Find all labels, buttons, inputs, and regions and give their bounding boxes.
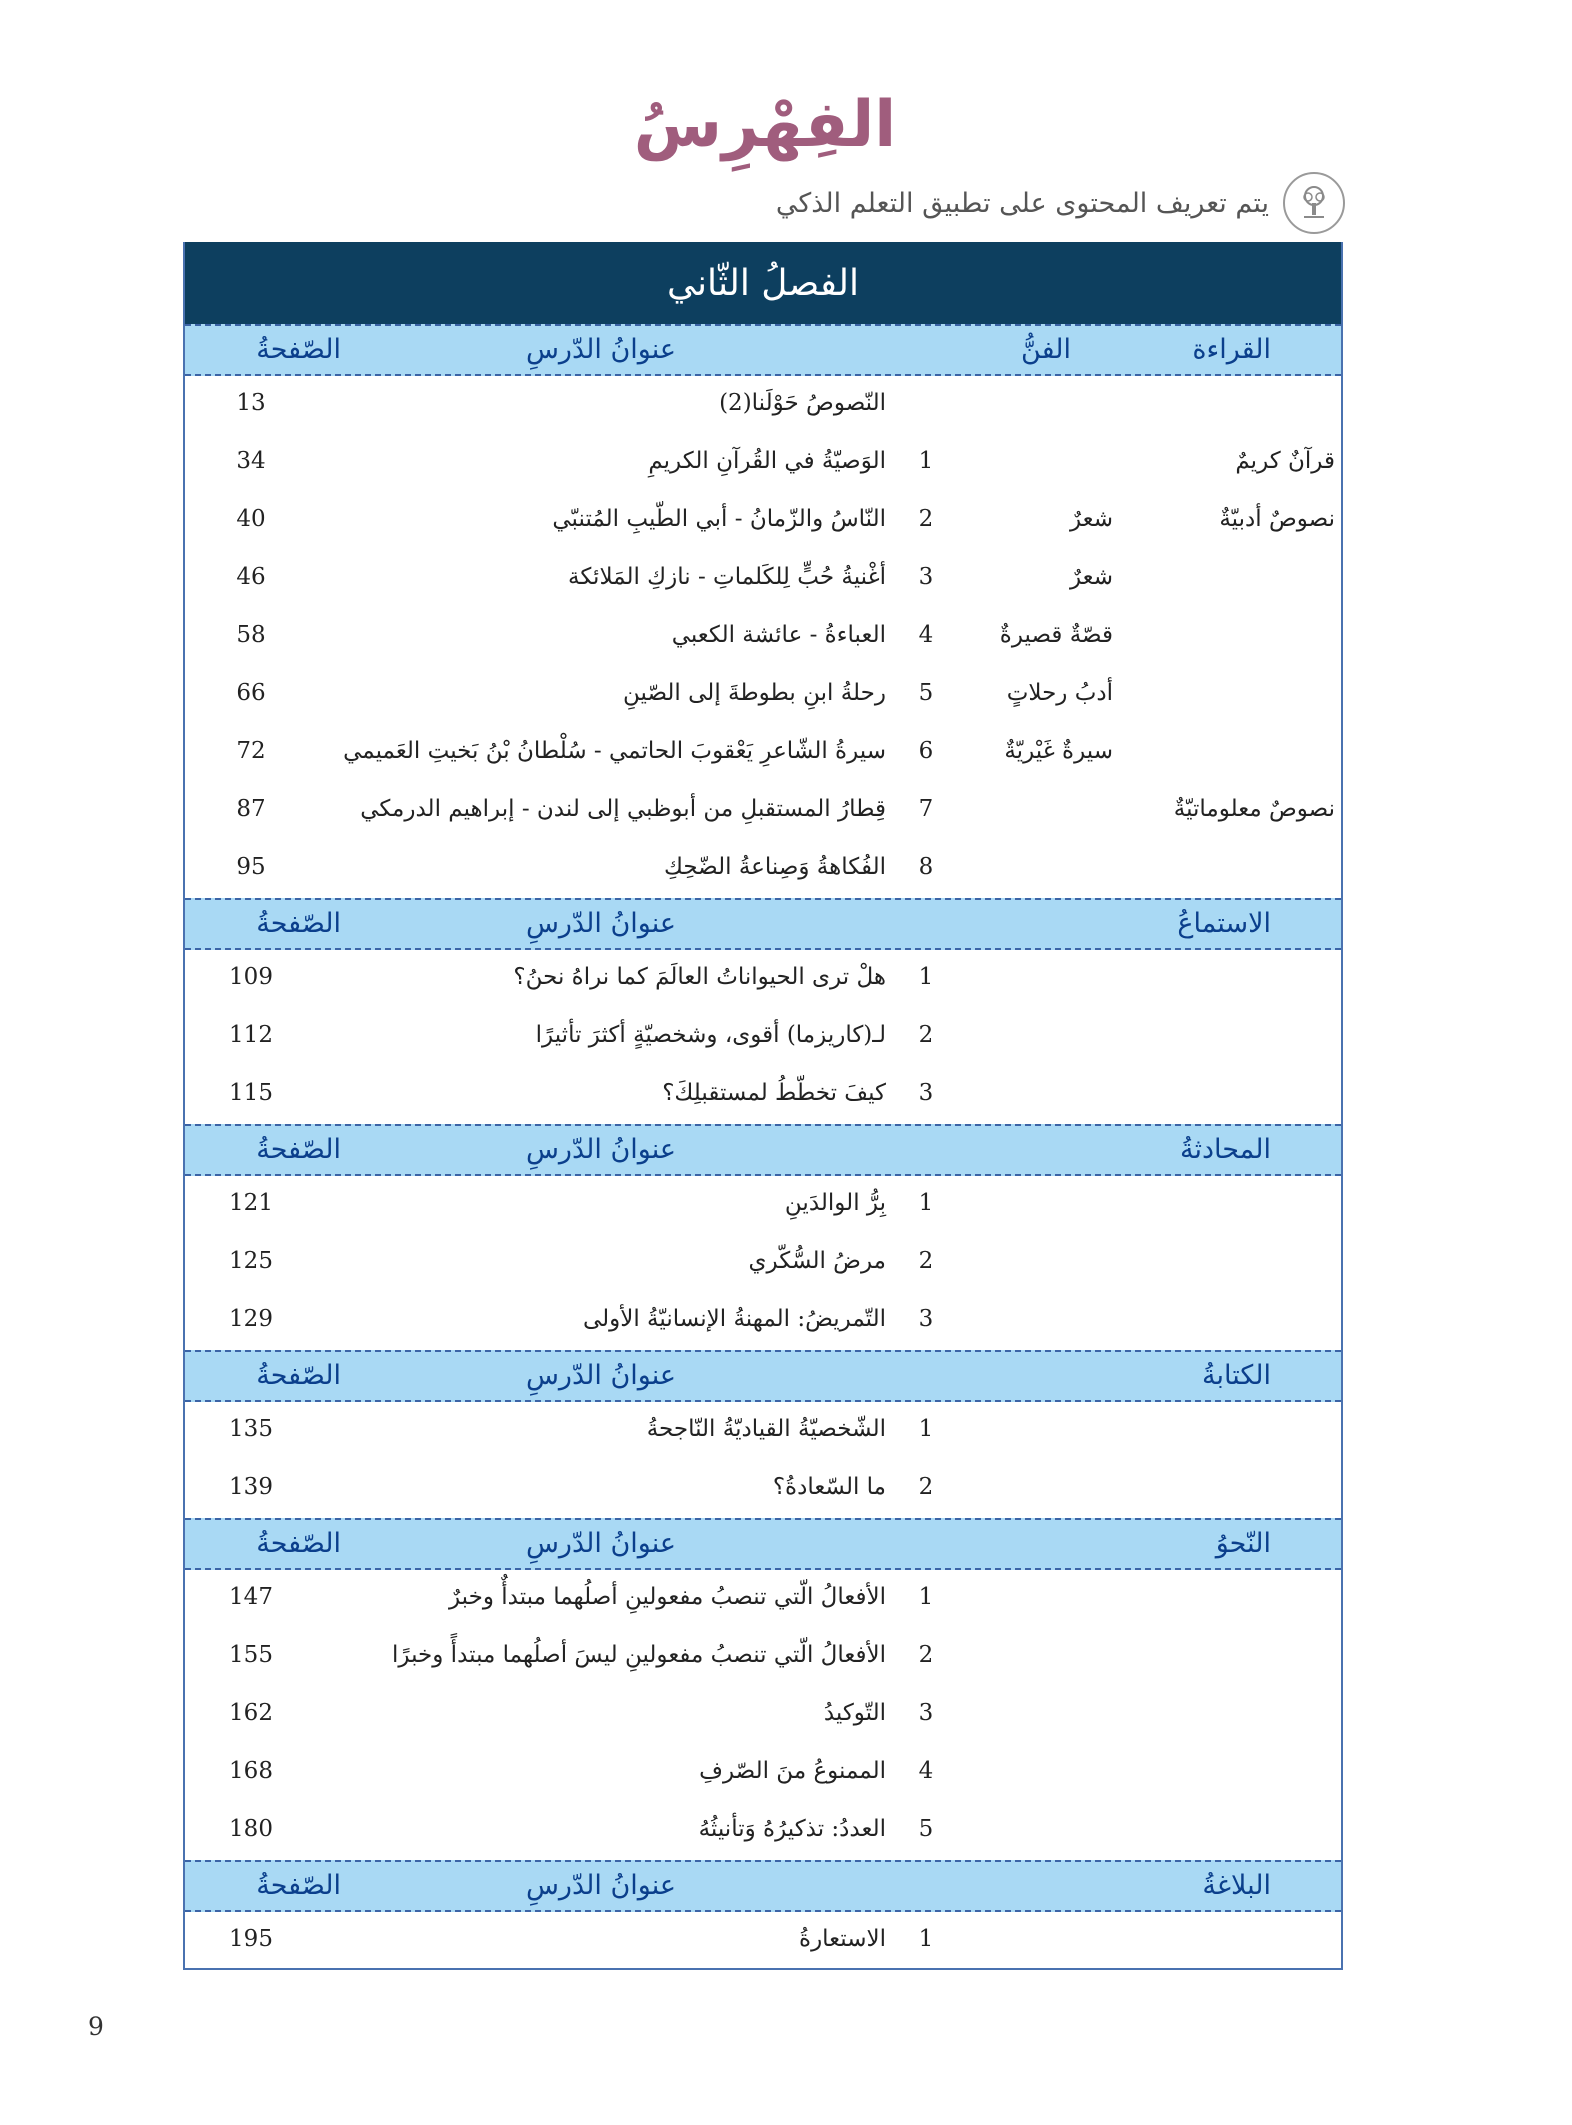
section-header [185, 1518, 1341, 1570]
row-number: 3 [918, 1700, 934, 1726]
row-page-number: 155 [229, 1642, 273, 1668]
row-lesson-title: الوَصيّةُ في القُرآنِ الكريمِ [648, 448, 886, 474]
row-number: 2 [918, 506, 934, 532]
row-lesson-title: كيفَ تخطّطُ لمستقبلِكَ؟ [662, 1080, 886, 1106]
row-category: نصوصٌ أدبيّةٌ [1219, 506, 1335, 532]
art-column-label: الفنُّ [1021, 334, 1071, 365]
section-category-label: المحادثةُ [1179, 1134, 1271, 1165]
table-row [185, 1176, 1341, 1234]
row-page-number: 72 [236, 738, 266, 764]
row-number: 4 [918, 1758, 934, 1784]
lesson-column-label: عنوانُ الدّرسِ [525, 1528, 676, 1559]
section-header [185, 324, 1341, 376]
table-row [185, 840, 1341, 898]
table-row [185, 1066, 1341, 1124]
row-page-number: 139 [229, 1474, 273, 1500]
table-row [185, 376, 1341, 434]
page-column-label: الصّفحةُ [256, 1528, 341, 1559]
chapter-header: الفصلُ الثّاني [185, 242, 1341, 324]
table-row [185, 724, 1341, 782]
row-lesson-title: الاستعارةُ [799, 1926, 886, 1952]
table-of-contents [183, 242, 1343, 1970]
section-category-label: الكتابةُ [1201, 1360, 1271, 1391]
row-number: 6 [918, 738, 934, 764]
subtitle: يتم تعريف المحتوى على تطبيق التعلم الذكي [775, 187, 1269, 219]
table-row [185, 1744, 1341, 1802]
row-page-number: 13 [236, 390, 266, 416]
table-row [185, 1234, 1341, 1292]
row-lesson-title: مرضُ السُّكّري [748, 1248, 886, 1274]
row-page-number: 195 [229, 1926, 273, 1952]
table-row [185, 1912, 1341, 1970]
row-lesson-title: النّصوصُ حَوْلَنا(2) [719, 390, 886, 416]
row-page-number: 46 [236, 564, 266, 590]
row-lesson-title: بِرُّ الوالدَينِ [784, 1190, 886, 1216]
row-lesson-title: النّاسُ والزّمانُ - أبي الطّيبِ المُتنبّي [552, 506, 886, 532]
table-row [185, 1402, 1341, 1460]
lesson-column-label: عنوانُ الدّرسِ [525, 1870, 676, 1901]
row-lesson-title: أغْنيةُ حُبٍّ لِلكَلماتِ - نازكِ المَلائكة [568, 564, 886, 590]
row-page-number: 58 [236, 622, 266, 648]
row-number: 5 [918, 1816, 934, 1842]
lesson-column-label: عنوانُ الدّرسِ [525, 908, 676, 939]
row-number: 3 [918, 564, 934, 590]
table-row [185, 666, 1341, 724]
row-number: 1 [918, 1416, 934, 1442]
table-row [185, 1008, 1341, 1066]
row-number: 4 [918, 622, 934, 648]
row-art: قصّةٌ قصيرةٌ [999, 622, 1113, 648]
table-row [185, 1628, 1341, 1686]
row-category: نصوصٌ معلوماتيّةٌ [1173, 796, 1335, 822]
row-number: 7 [918, 796, 934, 822]
table-row [185, 492, 1341, 550]
row-page-number: 95 [236, 854, 266, 880]
row-lesson-title: الأفعالُ الّتي تنصبُ مفعولينِ أصلُهما مبتدأٌ وخبرٌ [448, 1584, 886, 1610]
lesson-column-label: عنوانُ الدّرسِ [525, 1360, 676, 1391]
table-row [185, 550, 1341, 608]
section-header [185, 1860, 1341, 1912]
row-number: 3 [918, 1306, 934, 1332]
row-lesson-title: الممنوعُ منَ الصّرفِ [699, 1758, 886, 1784]
row-lesson-title: التّمريضُ: المهنةُ الإنسانيّةُ الأولى [582, 1306, 886, 1332]
section-header [185, 1124, 1341, 1176]
page-title: الفِهْرِسُ [633, 88, 897, 162]
section-category-label: الاستماعُ [1177, 908, 1271, 939]
row-page-number: 66 [236, 680, 266, 706]
row-lesson-title: الشّخصيّةُ القياديّةُ النّاجحةُ [646, 1416, 886, 1442]
row-number: 1 [918, 1190, 934, 1216]
row-lesson-title: لـ(كاريزما) أقوى، وشخصيّةٍ أكثرَ تأثيرًا [535, 1022, 886, 1048]
row-page-number: 168 [229, 1758, 273, 1784]
table-row [185, 434, 1341, 492]
row-page-number: 112 [229, 1022, 273, 1048]
row-art: سيرةٌ غَيْريّةٌ [1004, 738, 1113, 764]
row-lesson-title: العددُ: تذكيرُهُ وَتأنيثُهُ [698, 1816, 886, 1842]
row-lesson-title: العباءةُ - عائشة الكعبي [671, 622, 886, 648]
page-number: 9 [88, 2012, 104, 2041]
row-page-number: 125 [229, 1248, 273, 1274]
row-lesson-title: هلْ ترى الحيواناتُ العالَمَ كما نراهُ نحنُ؟ [513, 964, 886, 990]
page-column-label: الصّفحةُ [256, 908, 341, 939]
row-lesson-title: قِطارُ المستقبلِ من أبوظبي إلى لندن - إبراهيم الدرمكي [360, 796, 886, 822]
row-number: 5 [918, 680, 934, 706]
row-page-number: 135 [229, 1416, 273, 1442]
row-lesson-title: الأفعالُ الّتي تنصبُ مفعولينِ ليسَ أصلُهما مبتدأً وخبرًا [392, 1642, 886, 1668]
row-lesson-title: ما السّعادةُ؟ [772, 1474, 886, 1500]
row-number: 8 [918, 854, 934, 880]
page-column-label: الصّفحةُ [256, 1134, 341, 1165]
row-page-number: 147 [229, 1584, 273, 1610]
row-lesson-title: التّوكيدُ [823, 1700, 886, 1726]
row-number: 1 [918, 1584, 934, 1610]
table-row [185, 608, 1341, 666]
table-row [185, 1686, 1341, 1744]
row-number: 3 [918, 1080, 934, 1106]
section-header [185, 898, 1341, 950]
row-number: 2 [918, 1474, 934, 1500]
section-header [185, 1350, 1341, 1402]
table-row [185, 1802, 1341, 1860]
row-lesson-title: رحلةُ ابنِ بطوطةَ إلى الصّينِ [623, 680, 886, 706]
row-art: أدبُ رحلاتٍ [1006, 680, 1113, 706]
row-page-number: 87 [236, 796, 266, 822]
row-number: 2 [918, 1642, 934, 1668]
row-page-number: 115 [229, 1080, 273, 1106]
row-number: 1 [918, 448, 934, 474]
page-column-label: الصّفحةُ [256, 1360, 341, 1391]
row-art: شعرٌ [1069, 506, 1113, 532]
lesson-column-label: عنوانُ الدّرسِ [525, 1134, 676, 1165]
row-number: 2 [918, 1022, 934, 1048]
smart-learning-note [700, 170, 1345, 236]
row-number: 1 [918, 964, 934, 990]
row-lesson-title: سيرةُ الشّاعرِ يَعْقوبَ الحاتمي - سُلْطانُ بْنُ بَخيتِ العَميمي [343, 738, 886, 764]
section-category-label: النّحوُ [1215, 1528, 1271, 1559]
row-page-number: 34 [236, 448, 266, 474]
table-row [185, 1292, 1341, 1350]
row-page-number: 109 [229, 964, 273, 990]
table-row [185, 782, 1341, 840]
page-column-label: الصّفحةُ [256, 1870, 341, 1901]
row-number: 2 [918, 1248, 934, 1274]
table-row [185, 950, 1341, 1008]
table-row [185, 1570, 1341, 1628]
tree-logo-icon [1283, 172, 1345, 234]
row-number: 1 [918, 1926, 934, 1952]
row-category: قرآنٌ كريمٌ [1235, 448, 1335, 474]
section-category-label: القراءة [1192, 334, 1271, 365]
row-page-number: 129 [229, 1306, 273, 1332]
table-row [185, 1460, 1341, 1518]
row-page-number: 40 [236, 506, 266, 532]
row-page-number: 162 [229, 1700, 273, 1726]
row-page-number: 180 [229, 1816, 273, 1842]
section-category-label: البلاغةُ [1202, 1870, 1271, 1901]
row-lesson-title: الفُكاهةُ وَصِناعةُ الضّحِكِ [663, 854, 886, 880]
lesson-column-label: عنوانُ الدّرسِ [525, 334, 676, 365]
row-art: شعرٌ [1069, 564, 1113, 590]
page-column-label: الصّفحةُ [256, 334, 341, 365]
row-page-number: 121 [229, 1190, 273, 1216]
